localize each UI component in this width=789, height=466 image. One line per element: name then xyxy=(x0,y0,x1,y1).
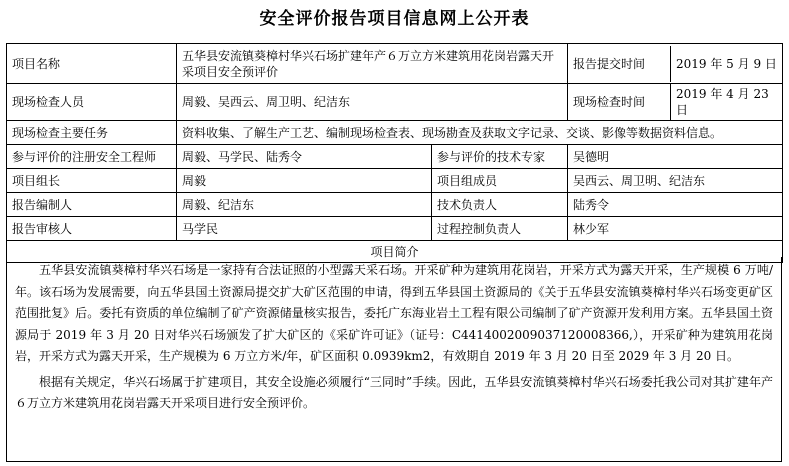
inspect-date-label: 现场检查时间 xyxy=(568,84,671,120)
intro-paragraph-2: 根据有关规定，华兴石场属于扩建项目，其安全设施必须履行“三同时”手续。因此，五华县安流镇葵樟村华兴石场委托我公司对其扩建年产６万立方米建筑用花岗岩露天开采项目进行安全预评价。 xyxy=(15,374,773,410)
project-name-value: 五华县安流镇葵樟村华兴石场扩建年产６万立方米建筑用花岗岩露天开采项目安全预评价 xyxy=(177,44,568,84)
reviewer-label: 报告审核人 xyxy=(7,217,177,241)
report-date-label: 报告提交时间 xyxy=(568,46,671,82)
table-row xyxy=(7,84,783,121)
experts-value: 吴德明 xyxy=(568,145,783,169)
table-row xyxy=(7,169,783,193)
tech-head-value: 陆秀令 xyxy=(568,193,783,217)
tech-head-label: 技术负责人 xyxy=(432,193,568,217)
table-row xyxy=(7,121,783,145)
table-row xyxy=(7,217,783,241)
process-head-label: 过程控制负责人 xyxy=(432,217,568,241)
info-table xyxy=(6,43,783,263)
experts-label: 参与评价的技术专家 xyxy=(432,145,568,169)
table-row xyxy=(7,44,783,84)
inspectors-value: 周毅、吴西云、周卫明、纪洁东 xyxy=(177,84,568,121)
intro-heading: 项目简介 xyxy=(7,241,783,263)
members-label: 项目组成员 xyxy=(432,169,568,193)
compiler-label: 报告编制人 xyxy=(7,193,177,217)
leader-label: 项目组长 xyxy=(7,169,177,193)
engineers-label: 参与评价的注册安全工程师 xyxy=(7,145,177,169)
inspectors-label: 现场检查人员 xyxy=(7,84,177,121)
engineers-value: 周毅、马学民、陆秀令 xyxy=(177,145,432,169)
table-row xyxy=(7,145,783,169)
page-title: 安全评价报告项目信息网上公开表 xyxy=(259,9,530,29)
intro-paragraph-1: 五华县安流镇葵樟村华兴石场是一家持有合法证照的小型露天采石场。开采矿种为建筑用花岗岩，开采方式为露天开采，生产规模 6 万吨/年。该石场为发展需要，向五华县国土资源局提交扩大矿区范围的申请，得到五华县国土资源局的《关于五华县安流镇葵樟村华兴石场变更矿区范围批复》后。委托有资质的单位编制了矿产资源储量核实报告，委托广东海业岩土工程有限公司编制了矿产资源开发利用方案。五华县国土资源局于 2019 年 3 月 20 日对华兴石场颁发了扩大矿区的《采矿许可证》（证号：C4414002009037120008366,），开采矿种为建筑用花岗岩，开采方式为露天开采，生产规模为 6 万立方米/年，矿区面积 0.0939km2，有效期自 2019 年 3 月 20 日至 2029 年 3 月 20 日。 xyxy=(15,263,773,363)
tasks-label: 现场检查主要任务 xyxy=(7,121,177,145)
leader-value: 周毅 xyxy=(177,169,432,193)
tasks-value: 资料收集、了解生产工艺、编制现场检查表、现场勘查及获取文字记录、交谈、影像等数据资料信息。 xyxy=(177,121,783,145)
intro-body xyxy=(6,257,782,462)
process-head-value: 林少军 xyxy=(568,217,783,241)
compiler-value: 周毅、纪洁东 xyxy=(177,193,432,217)
inspect-date-value: 2019 年 4 月 23 日 xyxy=(676,87,769,117)
members-value: 吴西云、周卫明、纪洁东 xyxy=(568,169,783,193)
report-date-value: 2019 年 5 月 9 日 xyxy=(676,56,777,71)
reviewer-value: 马学民 xyxy=(177,217,432,241)
project-name-label: 项目名称 xyxy=(7,44,177,84)
table-row xyxy=(7,193,783,217)
